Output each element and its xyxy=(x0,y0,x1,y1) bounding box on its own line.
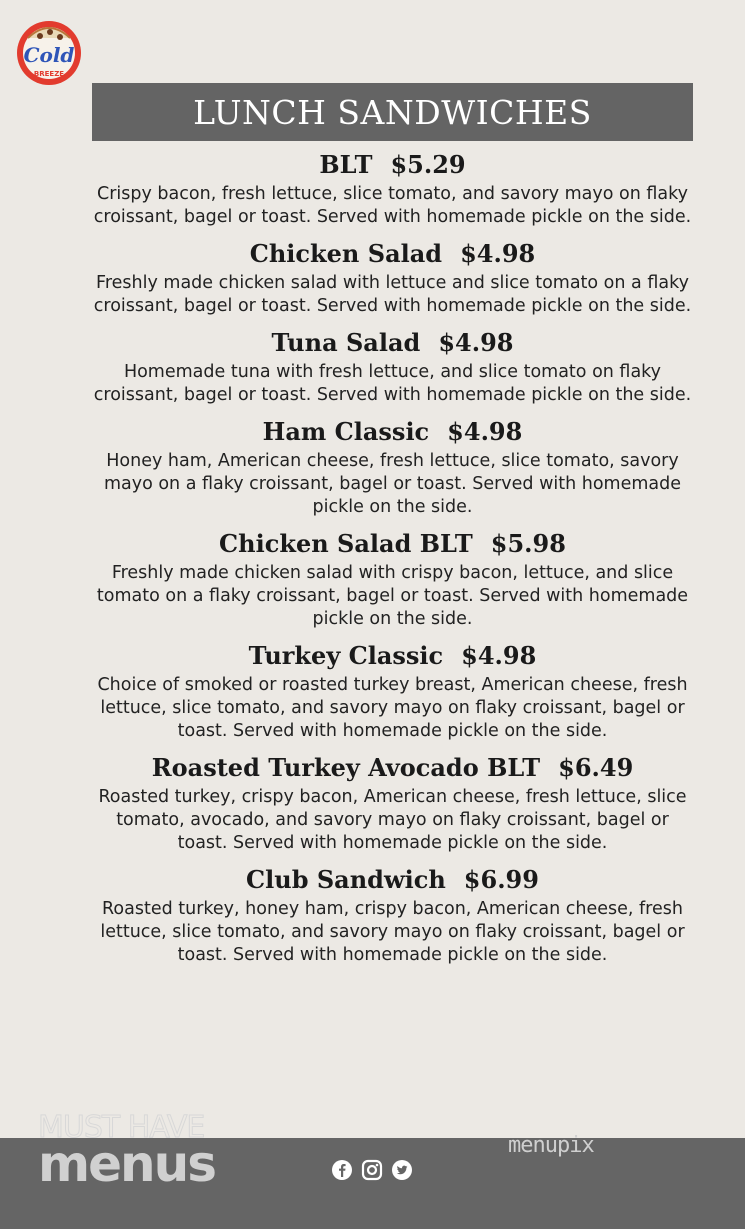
item-name: BLT xyxy=(319,150,373,179)
item-name: Chicken Salad BLT xyxy=(219,529,473,558)
item-price: $5.29 xyxy=(390,150,466,179)
instagram-icon[interactable] xyxy=(361,1159,383,1181)
item-description: Freshly made chicken salad with lettuce and slice tomato on a flaky croissant, bagel or toast. Served with homemade pickle on the side. xyxy=(93,273,692,316)
menu-item-heading xyxy=(90,237,695,271)
item-price: $6.99 xyxy=(463,865,539,894)
logo-subtext: BREEZE xyxy=(33,70,65,78)
menupix-watermark: menupix xyxy=(508,1133,594,1158)
item-description: Roasted turkey, honey ham, crispy bacon, American cheese, fresh lettuce, slice tomato, and savory mayo on flaky croissant, bagel or toast. Served with homemade pickle on the side. xyxy=(100,899,685,965)
menu-item-heading xyxy=(90,148,695,182)
menu-item xyxy=(90,527,695,631)
menu-item xyxy=(90,415,695,519)
item-description: Crispy bacon, fresh lettuce, slice tomato, and savory mayo on flaky croissant, bagel or toast. Served with homemade pickle on the side. xyxy=(93,184,692,227)
item-name: Chicken Salad xyxy=(249,239,443,268)
item-description: Choice of smoked or roasted turkey breast, American cheese, fresh lettuce, slice tomato, and savory mayo on flaky croissant, bagel or toast. Served with homemade pickle on the side. xyxy=(97,675,688,741)
item-price: $4.98 xyxy=(460,239,536,268)
item-name: Ham Classic xyxy=(262,417,430,446)
menu-item xyxy=(90,751,695,855)
item-description: Roasted turkey, crispy bacon, American cheese, fresh lettuce, slice tomato, avocado, and savory mayo on flaky croissant, bagel or toast. Served with homemade pickle on the side. xyxy=(98,787,687,853)
menu-item xyxy=(90,863,695,967)
item-description: Homemade tuna with fresh lettuce, and slice tomato on flaky croissant, bagel or toast. Served with homemade pickle on the side. xyxy=(93,362,692,405)
menu-item xyxy=(90,639,695,743)
menu-item-heading xyxy=(90,527,695,561)
item-description: Freshly made chicken salad with crispy bacon, lettuce, and slice tomato on a flaky croissant, bagel or toast. Served with homemade pickle on the side. xyxy=(96,563,689,629)
item-price: $4.98 xyxy=(461,641,537,670)
restaurant-logo xyxy=(14,16,84,86)
item-price: $5.98 xyxy=(490,529,566,558)
item-name: Club Sandwich xyxy=(246,865,446,894)
item-name: Turkey Classic xyxy=(248,641,444,670)
menu-item xyxy=(90,326,695,407)
menu-item-heading xyxy=(90,863,695,897)
social-links xyxy=(331,1159,413,1181)
item-price: $6.49 xyxy=(558,753,634,782)
twitter-icon[interactable] xyxy=(391,1159,413,1181)
menu-title-bar xyxy=(92,83,693,141)
menu-item-heading xyxy=(90,415,695,449)
menu-list xyxy=(90,148,695,975)
item-name: Tuna Salad xyxy=(271,328,421,357)
menu-item-heading xyxy=(90,326,695,360)
menu-item xyxy=(90,148,695,229)
menu-item xyxy=(90,237,695,318)
brand-bottom-text: menus xyxy=(38,1135,215,1193)
logo-script-text: Cold xyxy=(23,43,75,67)
item-description: Honey ham, American cheese, fresh lettuce, slice tomato, savory mayo on a flaky croissant, bagel or toast. Served with homemade pickle on the side. xyxy=(103,451,682,517)
menu-item-heading xyxy=(90,751,695,785)
page-title: LUNCH SANDWICHES xyxy=(193,92,592,132)
item-name: Roasted Turkey Avocado BLT xyxy=(151,753,541,782)
must-have-menus-logo[interactable] xyxy=(38,1110,215,1193)
facebook-icon[interactable] xyxy=(331,1159,353,1181)
item-price: $4.98 xyxy=(447,417,523,446)
menu-item-heading xyxy=(90,639,695,673)
brand-top-text: MUST HAVE xyxy=(38,1110,205,1145)
item-price: $4.98 xyxy=(438,328,514,357)
